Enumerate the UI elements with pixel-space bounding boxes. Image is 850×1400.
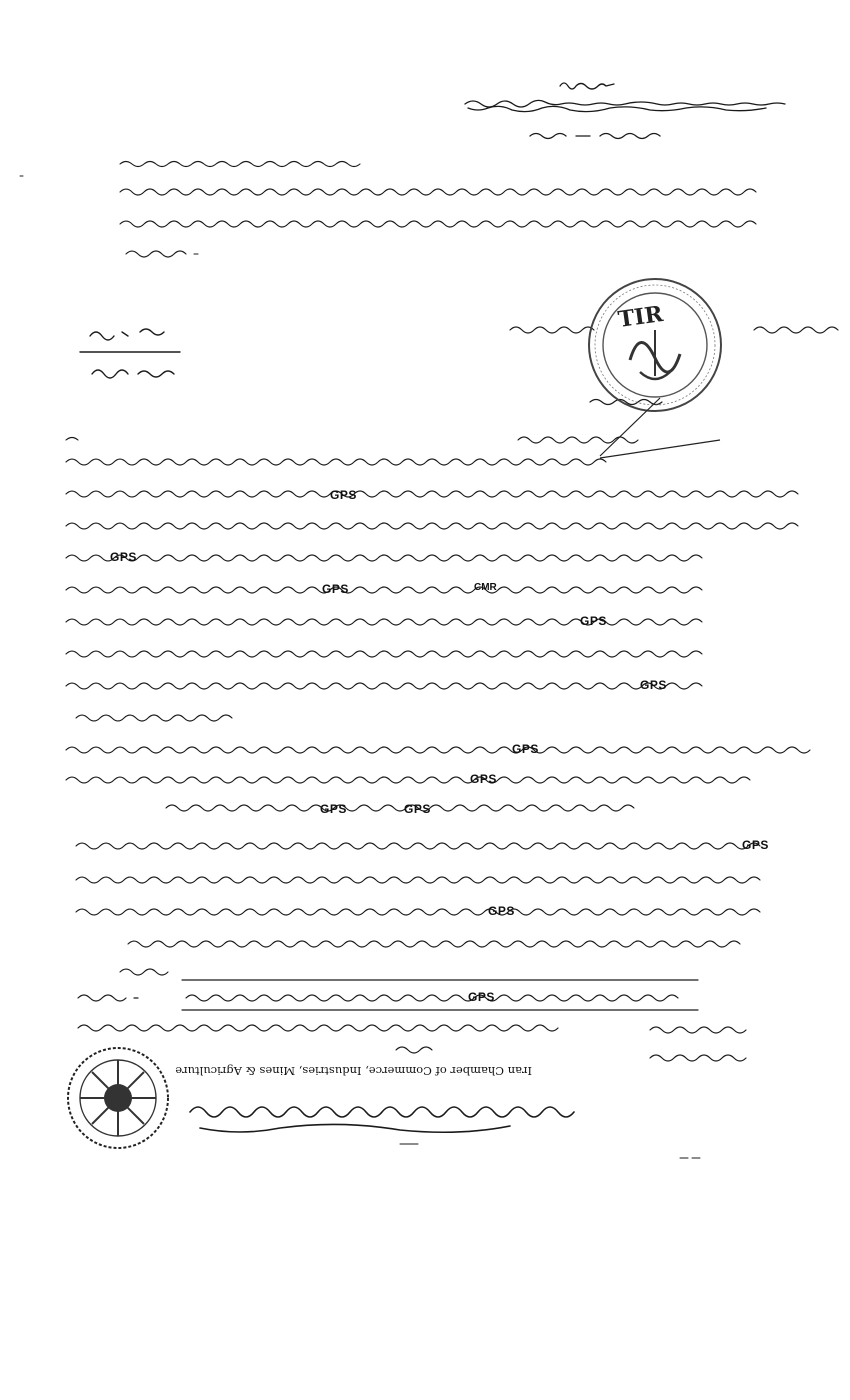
gps-mention-4: GPS bbox=[580, 614, 607, 628]
gps-mention-8: GPS bbox=[320, 802, 347, 816]
cmr-mention: CMR bbox=[474, 582, 497, 593]
main-body bbox=[66, 437, 810, 975]
gps-mention-5: GPS bbox=[640, 678, 667, 692]
gps-mention-9: GPS bbox=[404, 802, 431, 816]
gps-mention-7: GPS bbox=[470, 772, 497, 786]
gps-mention-2: GPS bbox=[110, 550, 137, 564]
footer-english-title: Iran Chamber of Commerce, Industries, Mines & Agriculture bbox=[175, 1064, 532, 1078]
gps-mention-10: GPS bbox=[742, 838, 769, 852]
gps-mention-3: GPS bbox=[322, 582, 349, 596]
chamber-logo-stamp bbox=[68, 1048, 168, 1148]
gps-mention-1: GPS bbox=[330, 488, 357, 502]
date-block bbox=[80, 329, 180, 378]
gps-mention-6: GPS bbox=[512, 742, 539, 756]
letter-header bbox=[465, 83, 785, 139]
gps-mention-12: GPS bbox=[468, 990, 495, 1004]
scan-marks bbox=[20, 176, 700, 1158]
gps-mention-11: GPS bbox=[488, 904, 515, 918]
underlined-request-line bbox=[78, 980, 746, 1061]
stamp-tir-label: TIR bbox=[616, 300, 665, 334]
intro-paragraph bbox=[120, 162, 756, 258]
chamber-persian-title bbox=[190, 1107, 574, 1132]
